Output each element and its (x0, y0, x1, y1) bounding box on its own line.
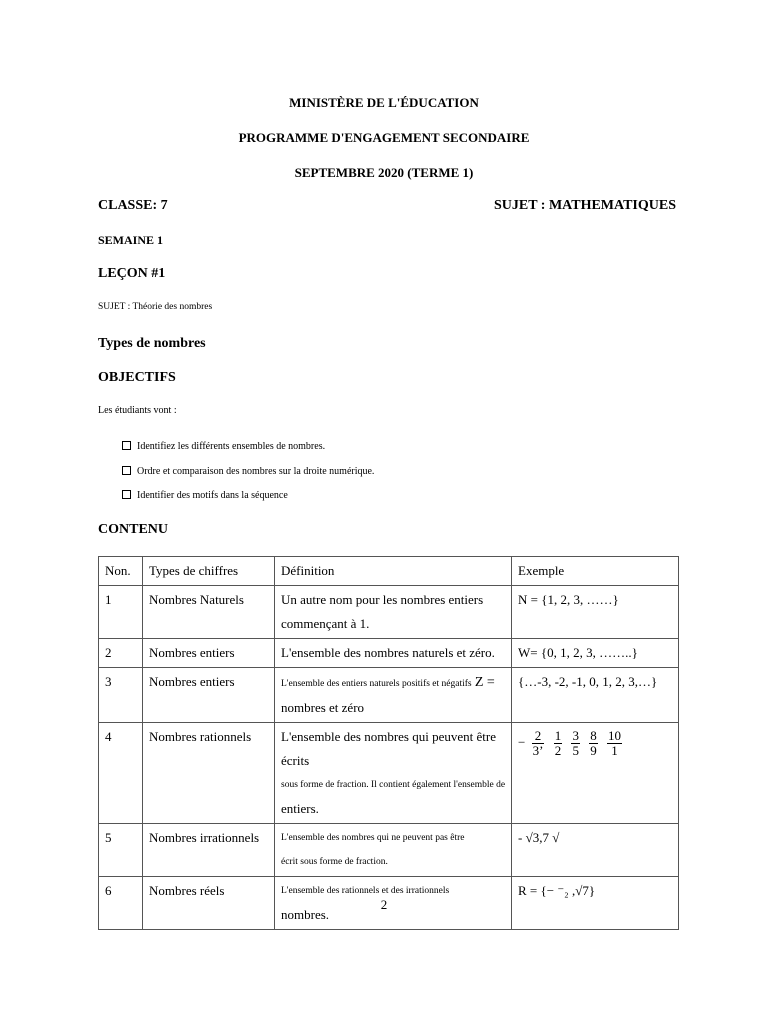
lesson-label: LEÇON #1 (98, 266, 166, 281)
row-number: 5 (99, 824, 143, 877)
subject-label: SUJET : MATHEMATIQUES (493, 198, 676, 213)
row-type: Nombres entiers (143, 668, 275, 723)
row-example: {…-3, -2, -1, 0, 1, 2, 3,…} (512, 668, 679, 723)
row-number: 2 (99, 639, 143, 668)
ministry-title: MINISTÈRE DE L'ÉDUCATION (289, 95, 479, 110)
column-header: Non. (99, 557, 143, 586)
table-row (99, 723, 679, 824)
number-types-table (98, 556, 679, 930)
row-definition: L'ensemble des nombres qui peuvent être écrits sous forme de fraction. Il contient également l'ensemble de entiers. (275, 723, 512, 824)
row-type: Nombres Naturels (143, 586, 275, 639)
row-definition: L'ensemble des entiers naturels positifs et négatifs Z = nombres et zéro (275, 668, 512, 723)
objectives-heading: OBJECTIFS (98, 370, 176, 385)
column-header: Types de chiffres (143, 557, 275, 586)
content-heading: CONTENU (98, 522, 169, 537)
row-type: Nombres rationnels (143, 723, 275, 824)
row-definition: L'ensemble des nombres naturels et zéro. (275, 639, 512, 668)
table-row (99, 586, 679, 639)
program-title: PROGRAMME D'ENGAGEMENT SECONDAIRE (238, 130, 530, 145)
objective-item: Ordre et comparaison des nombres sur la droite numérique. (122, 466, 374, 477)
table-row (99, 639, 679, 668)
row-number: 4 (99, 723, 143, 824)
week-label: SEMAINE 1 (98, 233, 164, 247)
column-header: Définition (275, 557, 512, 586)
topic-label: SUJET : Théorie des nombres (98, 302, 213, 312)
row-example: − $\frac{2}{3’}$ $\frac{1}{2}$ $\frac{3}{5}$ $\frac{8}{9}$ $\frac{10}{1}$ (512, 723, 679, 824)
objective-item: Identifier des motifs dans la séquence (122, 490, 288, 501)
term-title: SEPTEMBRE 2020 (TERME 1) (294, 165, 474, 180)
column-header: Exemple (512, 557, 679, 586)
row-definition: L'ensemble des nombres qui ne peuvent pas être écrit sous forme de fraction. (275, 824, 512, 877)
class-label: CLASSE: 7 (98, 198, 168, 213)
table-header-row (99, 557, 679, 586)
checkbox-icon (122, 466, 131, 475)
row-example: W= {0, 1, 2, 3, ……..} (512, 639, 679, 668)
row-definition: Un autre nom pour les nombres entiers commençant à 1. (275, 586, 512, 639)
row-type: Nombres entiers (143, 639, 275, 668)
row-example: - √3,7 √ (512, 824, 679, 877)
row-definition: L'ensemble des rationnels et des irrationnels nombres. (275, 877, 512, 930)
row-number: 1 (99, 586, 143, 639)
row-number: 6 (99, 877, 143, 930)
section-title: Types de nombres (98, 336, 206, 351)
row-example: N = {1, 2, 3, ……} (512, 586, 679, 639)
table-row (99, 824, 679, 877)
row-type: Nombres irrationnels (143, 824, 275, 877)
checkbox-icon (122, 490, 131, 499)
checkbox-icon (122, 441, 131, 450)
table-row (99, 668, 679, 723)
objective-item: Identifiez les différents ensembles de nombres. (122, 441, 325, 452)
row-number: 3 (99, 668, 143, 723)
objectives-intro: Les étudiants vont : (98, 405, 177, 416)
row-example: R = {− ⁻₂ ,√7} (512, 877, 679, 930)
row-type: Nombres réels (143, 877, 275, 930)
page-number: 2 (380, 897, 388, 912)
